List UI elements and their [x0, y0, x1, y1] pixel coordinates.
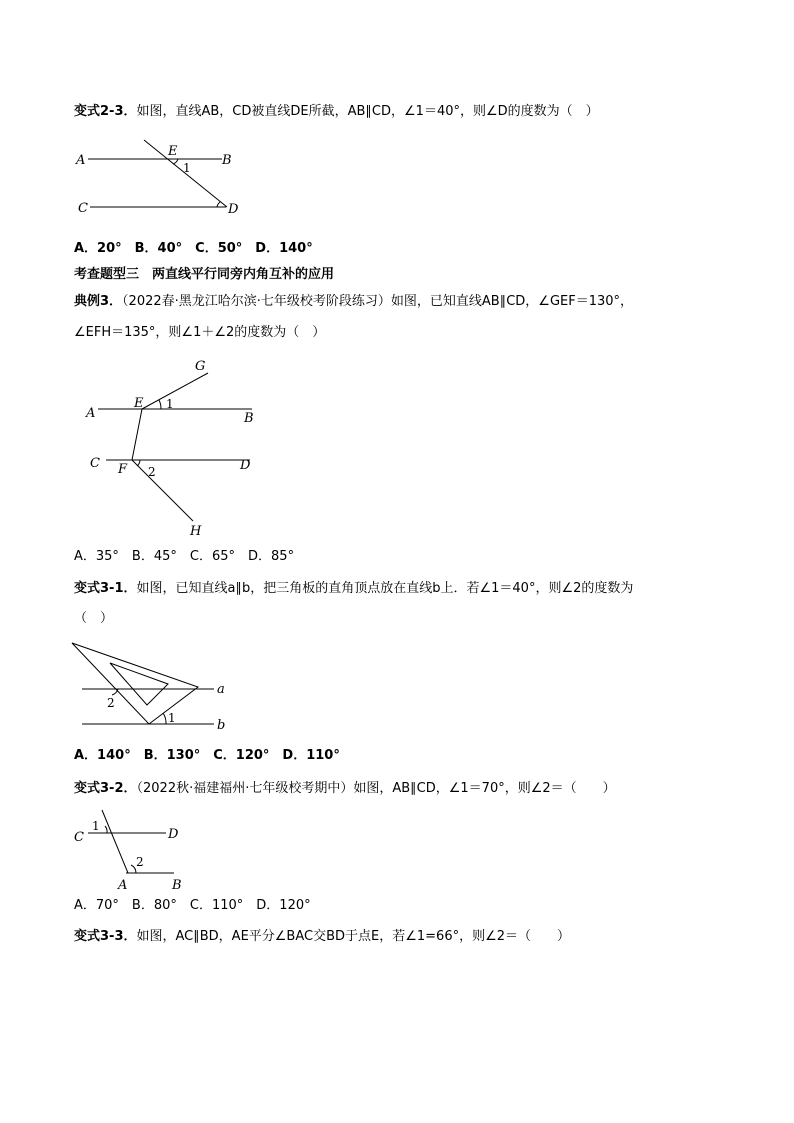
label-b: b	[217, 718, 226, 733]
q31-line2: （ ）	[74, 611, 114, 626]
label-e: E	[168, 144, 178, 159]
q31-stem-line1	[74, 580, 633, 598]
label-1: 1	[168, 711, 176, 725]
angle-1-arc	[105, 826, 107, 833]
label-a: A	[118, 878, 128, 893]
q31-label: 变式3-1．	[74, 581, 137, 596]
label-c: C	[74, 830, 84, 845]
q33-stem	[74, 928, 570, 946]
q23-label: 变式2-3．	[74, 104, 137, 119]
label-1: 1	[166, 397, 174, 411]
q33-text: 如图，AC∥BD，AE平分∠BAC交BD于点E，若∠1=66°，则∠2＝（ ）	[136, 929, 571, 944]
label-d: D	[228, 202, 239, 217]
ex3-line1: （2022春·黑龙江哈尔滨·七年级校考阶段练习）如图，已知直线AB∥CD，∠GEF＝130°，	[122, 294, 634, 309]
q32-figure	[70, 805, 200, 895]
label-e: E	[134, 396, 144, 411]
ray-fh	[132, 460, 193, 521]
section3-title: 考查题型三 两直线平行同旁内角互补的应用	[74, 267, 335, 282]
q33-label: 变式3-3．	[74, 929, 137, 944]
q31-options: A．140° B．130° C．120° D．110°	[74, 748, 340, 763]
ray-eg	[142, 373, 208, 409]
q32-label: 变式3-2．	[74, 781, 137, 796]
angle-1-arc	[163, 713, 166, 724]
label-a: A	[86, 406, 96, 421]
angle-d-arc	[217, 202, 220, 207]
angle-1-arc	[159, 400, 161, 409]
q32-text: （2022秋·福建福州·七年级校考期中）如图，AB∥CD，∠1＝70°，则∠2＝（ ）	[136, 781, 616, 796]
label-g: G	[195, 359, 206, 374]
label-b: B	[172, 878, 182, 893]
angle-2-arc	[137, 460, 140, 466]
ex3-stem-line1	[74, 293, 633, 311]
label-h: H	[190, 524, 202, 539]
label-b: B	[222, 153, 232, 168]
q32-stem	[74, 780, 616, 798]
triangle-inner	[110, 663, 168, 705]
label-a: a	[217, 682, 225, 697]
segment-ef	[132, 409, 142, 460]
label-2: 2	[148, 465, 156, 479]
q23-stem	[74, 103, 599, 121]
label-c: C	[90, 456, 100, 471]
ex3-figure	[80, 355, 270, 545]
triangle-outer	[72, 643, 198, 724]
ex3-options: A．35° B．45° C．65° D．85°	[74, 549, 295, 564]
label-1: 1	[92, 819, 100, 833]
ex3-label: 典例3．	[74, 294, 123, 309]
angle-1-arc	[173, 159, 178, 164]
ex3-line2: ∠EFH＝135°，则∠1＋∠2的度数为（ ）	[74, 325, 326, 340]
label-2: 2	[107, 696, 115, 710]
label-1: 1	[183, 161, 191, 175]
label-f: F	[118, 462, 128, 477]
label-d: D	[168, 827, 179, 842]
label-a: A	[76, 153, 86, 168]
label-2: 2	[136, 855, 144, 869]
q23-text: 如图，直线AB，CD被直线DE所截，AB∥CD，∠1＝40°，则∠D的度数为（ ）	[136, 104, 599, 119]
q31-line1: 如图，已知直线a∥b，把三角板的直角顶点放在直线b上．若∠1＝40°，则∠2的度数为	[136, 581, 634, 596]
label-d: D	[240, 458, 251, 473]
q31-figure	[70, 640, 240, 735]
q23-options: A．20° B．40° C．50° D．140°	[74, 241, 313, 256]
transversal	[102, 810, 128, 873]
label-c: C	[78, 201, 88, 216]
label-b: B	[244, 411, 254, 426]
q23-figure	[70, 135, 250, 220]
q32-options: A．70° B．80° C．110° D．120°	[74, 898, 311, 913]
